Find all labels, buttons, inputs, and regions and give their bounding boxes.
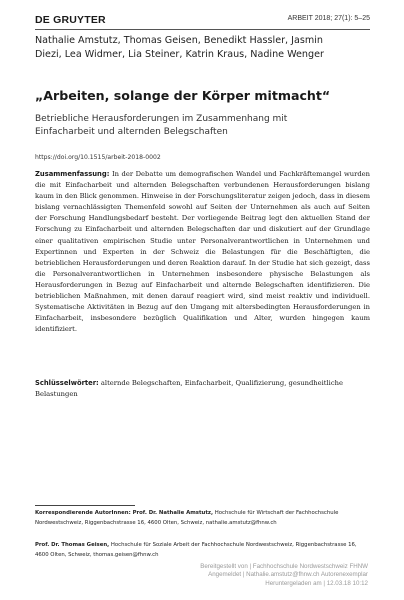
authors-line-2: Diezi, Lea Widmer, Lia Steiner, Katrin Kraus, Nadine Wenger: [35, 48, 324, 60]
second-author-label: Prof. Dr. Thomas Geisen,: [35, 542, 110, 548]
corresponding-author-label: Korrespondierende AutorInnen: Prof. Dr. Nathalie Amstutz,: [35, 510, 214, 516]
download-watermark: [68, 563, 368, 588]
second-author-affiliation: Hochschule für Soziale Arbeit der Fachhochschule Nordwestschweiz, Riggenbachstrasse 16, 4600 Olten, Schweiz, thomas.geisen@fhnw.ch: [35, 542, 357, 558]
page-header: [35, 14, 370, 28]
article-title: „Arbeiten, solange der Körper mitmacht“: [35, 88, 331, 103]
article-subtitle: [35, 113, 370, 139]
header-rule: [35, 29, 370, 30]
corresponding-author-affiliation: Hochschule für Wirtschaft der Fachhochschule Nordwestschweiz, Riggenbachstrasse 16, 4600 Olten, Schweiz, nathalie.amstutz@fhnw.ch: [35, 510, 339, 526]
abstract-text: In der Debatte um demografischen Wandel und Fachkräftemangel wurden die mit Einfacharbeit und alternden Belegschaften verbundenen Herausforderungen bislang kaum in den Blick genommen. Hinweise in der Forschungsliteratur zeigen jedoch, dass in diesem bislang vernachlässigten Themenfeld sowohl auf Seiten der Unternehmen als auch auf Seiten der Forschung Handlungsbedarf besteht. Der vorliegende Beitrag legt den aktuellen Stand der Forschung zu Einfacharbeit und alternden Belegschaften dar und diskutiert auf der Grundlage einer qualitativen empirischen Studie unter Personalverantwortlichen in Unternehmen und Expertinnen und Experten in der Schweiz die Belastungen für die Beschäftigten, die betrieblichen Herausforderungen und deren Reaktion darauf. In der Studie hat sich gezeigt, dass die Personalverantwortlichen in Unternehmen insbesondere physische Belastungen als Herausforderungen in Bezug auf Einfacharbeit und alternde Belegschaften identifizieren. Die betrieblichen Maßnahmen, mit denen darauf reagiert wird, sind meist reaktiv und individuell. Systematische Aktivitäten in Bezug auf den Umgang mit altersbedingten Herausforderungen in Einfacharbeit, insbesondere bezüglich Qualifikation und Alter, wurden hingegen kaum identifiziert.: [35, 170, 370, 334]
footnote-corresponding-author: [35, 509, 370, 529]
downloaded-line: Heruntergeladen am | 12.03.18 10:12: [265, 579, 368, 587]
subtitle-line-1: Betriebliche Herausforderungen im Zusammenhang mit: [35, 114, 288, 124]
abstract-label: Zusammenfassung:: [35, 170, 110, 178]
publisher-logo: DE GRUYTER: [35, 14, 106, 26]
doi-link[interactable]: https://doi.org/10.1515/arbeit-2018-0002: [35, 154, 161, 161]
footnote-rule: [35, 505, 135, 506]
keywords: [35, 378, 370, 400]
author-list: [35, 34, 370, 61]
abstract: [35, 169, 370, 335]
journal-reference: ARBEIT 2018; 27(1): 5–25: [287, 15, 370, 22]
footnote-second-author: [35, 541, 370, 561]
keywords-text: alternde Belegschaften, Einfacharbeit, Qualifizierung, gesundheitliche Belastungen: [35, 379, 343, 399]
provided-by-line: Bereitgestellt von | Fachhochschule Nordwestschweiz FHNW: [200, 563, 368, 570]
authors-line-1: Nathalie Amstutz, Thomas Geisen, Benedikt Hassler, Jasmin: [35, 35, 323, 46]
subtitle-line-2: Einfacharbeit und alternden Belegschaften: [35, 127, 228, 138]
logged-in-line: Angemeldet | Nathalie.amstutz@fhnw.ch Autorenexemplar: [208, 571, 368, 579]
keywords-label: Schlüsselwörter:: [35, 379, 99, 387]
